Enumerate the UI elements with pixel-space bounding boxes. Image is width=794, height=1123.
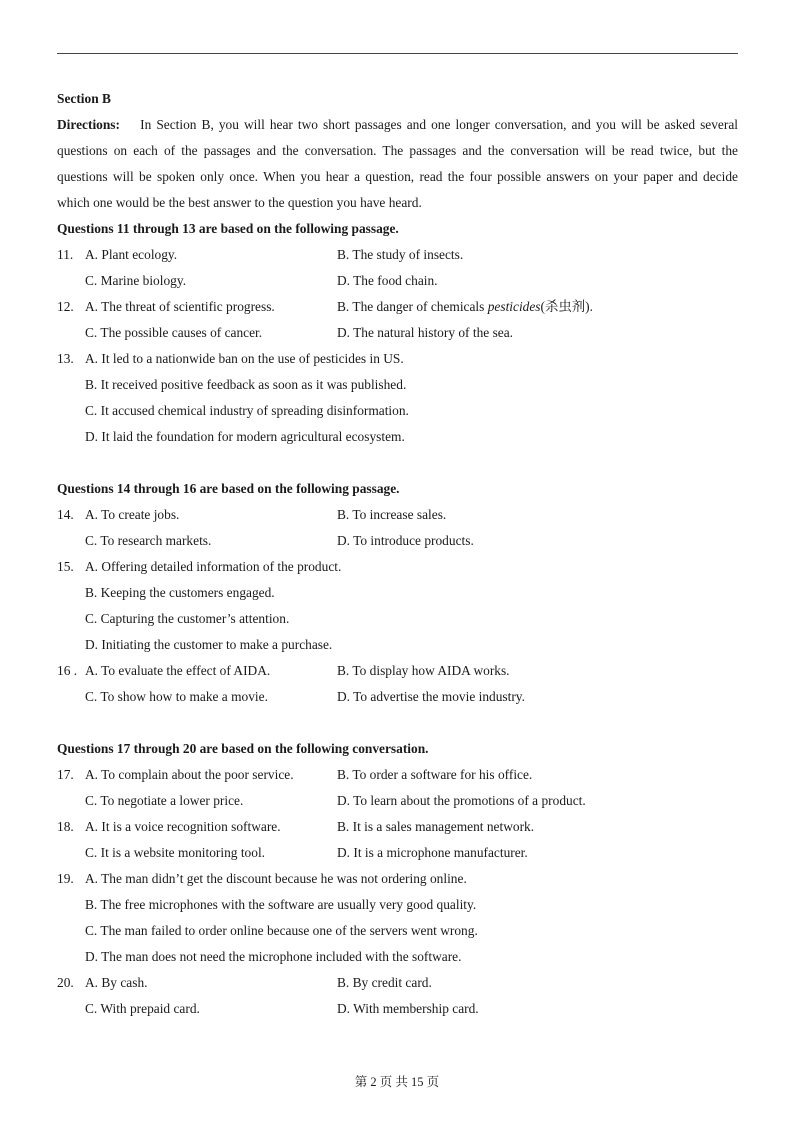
page-number: 第 2 页 共 15 页 (354, 1075, 440, 1089)
q13-option-b: B. It received positive feedback as soon as it was published. (85, 377, 407, 392)
q13-option-d: D. It laid the foundation for modern agricultural ecosystem. (85, 429, 405, 444)
q11-option-c: C. Marine biology. (85, 273, 187, 288)
q18-option-c: C. It is a website monitoring tool. (85, 845, 266, 860)
q19-option-a: A. The man didn’t get the discount because he was not ordering online. (85, 871, 467, 886)
q14-option-c: C. To research markets. (85, 533, 212, 548)
group3-heading: Questions 17 through 20 are based on the following conversation. (57, 741, 429, 756)
q14-option-b: B. To increase sales. (337, 507, 447, 522)
q13-option-c: C. It accused chemical industry of spreading disinformation. (85, 403, 409, 418)
q11-option-a: A. Plant ecology. (85, 247, 178, 262)
q20-number: 20. (57, 975, 74, 990)
q12-option-b-term: pesticides (487, 299, 541, 314)
q14-row-1 (57, 502, 738, 528)
q11-option-b: B. The study of insects. (337, 247, 464, 262)
q20-option-a: A. By cash. (85, 975, 148, 990)
group2-heading: Questions 14 through 16 are based on the following passage. (57, 481, 400, 496)
q20-row-2 (57, 996, 738, 1022)
q19-row-d (57, 944, 738, 970)
q15-option-c: C. Capturing the customer’s attention. (85, 611, 290, 626)
q15-row-b (57, 580, 738, 606)
q12-row-2 (57, 320, 738, 346)
q13-number: 13. (57, 351, 74, 366)
q19-number: 19. (57, 871, 74, 886)
q16-option-b: B. To display how AIDA works. (337, 663, 510, 678)
q12-option-c: C. The possible causes of cancer. (85, 325, 263, 340)
directions-text-1: In Section B, you will hear two short passages and one longer conversation, and you will be asked several (140, 117, 739, 132)
q19-option-c: C. The man failed to order online because one of the servers went wrong. (85, 923, 478, 938)
directions-label: Directions: (57, 117, 120, 132)
q16-row-2 (57, 684, 738, 710)
q15-row-c (57, 606, 738, 632)
header-rule (57, 53, 738, 54)
q13-row-c (57, 398, 738, 424)
q13-row-d (57, 424, 738, 450)
q15-option-d: D. Initiating the customer to make a purchase. (85, 637, 333, 652)
q14-number: 14. (57, 507, 74, 522)
directions-line-4: which one would be the best answer to the question you have heard. (57, 195, 422, 210)
q16-row-1 (57, 658, 738, 684)
q16-option-d: D. To advertise the movie industry. (337, 689, 525, 704)
q15-option-a: A. Offering detailed information of the product. (85, 559, 342, 574)
q18-row-2 (57, 840, 738, 866)
q20-option-d: D. With membership card. (337, 1001, 479, 1016)
q12-option-a: A. The threat of scientific progress. (85, 299, 275, 314)
q12-row-1 (57, 294, 738, 320)
group1-heading: Questions 11 through 13 are based on the following passage. (57, 221, 399, 236)
q13-row-b (57, 372, 738, 398)
q18-row-1 (57, 814, 738, 840)
q11-row-1 (57, 242, 738, 268)
directions-line-1 (57, 112, 738, 138)
q11-row-2 (57, 268, 738, 294)
q16-option-c: C. To show how to make a movie. (85, 689, 268, 704)
q19-row-b (57, 892, 738, 918)
exam-page (57, 86, 738, 1022)
q19-option-d: D. The man does not need the microphone included with the software. (85, 949, 462, 964)
q12-number: 12. (57, 299, 74, 314)
q14-option-d: D. To introduce products. (337, 533, 474, 548)
q20-option-c: C. With prepaid card. (85, 1001, 200, 1016)
q18-number: 18. (57, 819, 74, 834)
q17-number: 17. (57, 767, 74, 782)
q18-option-d: D. It is a microphone manufacturer. (337, 845, 528, 860)
q13-row-a (57, 346, 738, 372)
q12-option-b (337, 299, 593, 314)
q17-row-2 (57, 788, 738, 814)
q15-number: 15. (57, 559, 74, 574)
q11-option-d: D. The food chain. (337, 273, 438, 288)
q17-row-1 (57, 762, 738, 788)
q15-option-b: B. Keeping the customers engaged. (85, 585, 275, 600)
section-title: Section B (57, 91, 111, 106)
q18-option-b: B. It is a sales management network. (337, 819, 535, 834)
q12-option-d: D. The natural history of the sea. (337, 325, 514, 340)
q20-row-1 (57, 970, 738, 996)
q17-option-a: A. To complain about the poor service. (85, 767, 294, 782)
q18-option-a: A. It is a voice recognition software. (85, 819, 281, 834)
q17-option-d: D. To learn about the promotions of a product. (337, 793, 586, 808)
q12-option-b-gloss: (杀虫剂). (540, 299, 593, 314)
q12-option-b-prefix: B. The danger of chemicals (337, 299, 488, 314)
q15-row-a (57, 554, 738, 580)
q19-option-b: B. The free microphones with the software are usually very good quality. (85, 897, 477, 912)
q11-number: 11. (57, 247, 74, 262)
q17-option-b: B. To order a software for his office. (337, 767, 533, 782)
q13-option-a: A. It led to a nationwide ban on the use of pesticides in US. (85, 351, 404, 366)
q14-row-2 (57, 528, 738, 554)
directions-line-2: questions on each of the passages and the conversation. The passages and the conversation will be read twice, but the (57, 143, 738, 158)
q19-row-a (57, 866, 738, 892)
q19-row-c (57, 918, 738, 944)
q17-option-c: C. To negotiate a lower price. (85, 793, 244, 808)
q20-option-b: B. By credit card. (337, 975, 432, 990)
q16-option-a: A. To evaluate the effect of AIDA. (85, 663, 271, 678)
q16-number: 16 . (57, 663, 78, 678)
q15-row-d (57, 632, 738, 658)
q14-option-a: A. To create jobs. (85, 507, 180, 522)
directions-line-3: questions will be spoken only once. When you hear a question, read the four possible answers on your paper and decide (57, 169, 738, 184)
